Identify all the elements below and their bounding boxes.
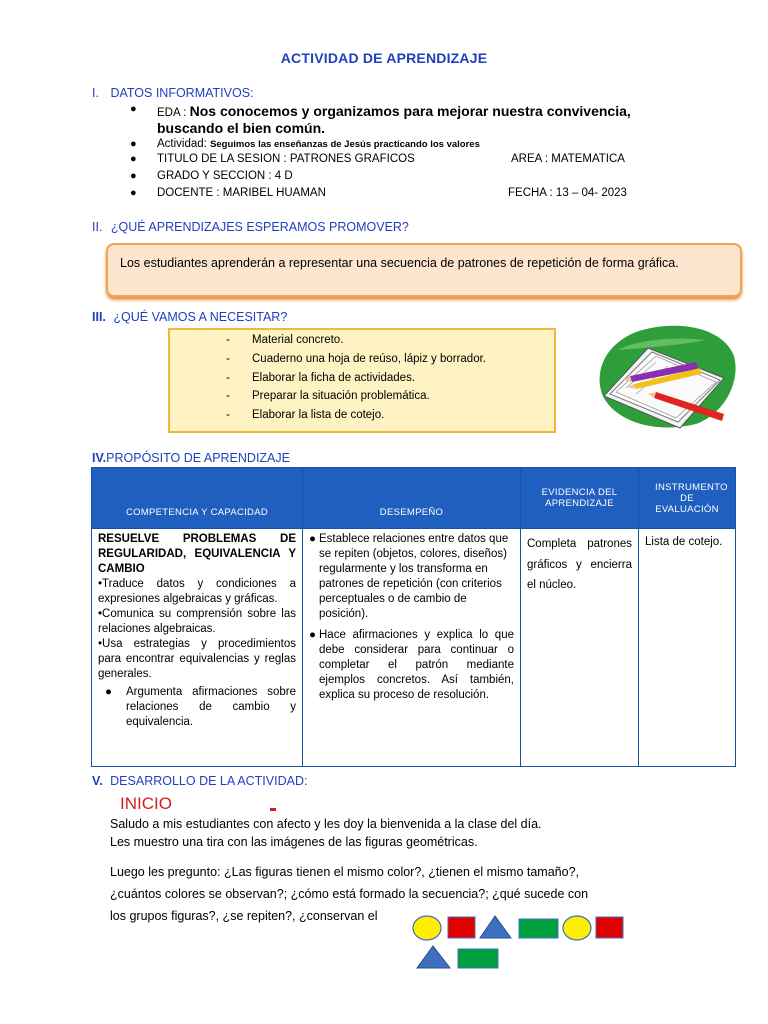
bullet-icon: ●: [309, 533, 316, 545]
desempeno-item: [309, 532, 514, 622]
evidencia-cell: Completa patrones gráficos y encierra el núcleo.: [521, 529, 639, 767]
capacidad-item: •Comunica su comprensión sobre las relaciones algebraicas.: [98, 608, 296, 635]
eda-label: EDA :: [157, 107, 190, 119]
session-title: TITULO DE LA SESION : PATRONES GRAFICOS: [157, 153, 415, 165]
section-1-heading: [92, 86, 254, 100]
paragraph-2-line1: Luego les pregunto: ¿Las figuras tienen el mismo color?, ¿tienen el mismo tamaño?,: [110, 865, 579, 879]
capacidad-item: •Traduce datos y condiciones a expresiones algebraicas y gráficas.: [98, 578, 296, 605]
inicio-heading: INICIO: [120, 794, 172, 813]
desempeno-cell: [303, 529, 521, 767]
red-mark: [270, 808, 276, 811]
instrumento-cell: Lista de cotejo.: [639, 529, 736, 767]
area-label: AREA : MATEMATICA: [511, 153, 625, 165]
red-square-shape: [448, 917, 475, 938]
section-2-numeral: II.: [92, 220, 103, 234]
shapes-sequence: [405, 908, 635, 974]
eda-value-line1: Nos conocemos y organizamos para mejorar nuestra convivencia,: [189, 103, 631, 119]
material-item-label: Cuaderno una hoja de reúso, lápiz y borrador.: [252, 353, 486, 365]
bullet-icon: ●: [130, 138, 137, 150]
bullet-icon: ●: [130, 187, 137, 199]
green-rectangle-shape: [519, 919, 558, 938]
paragraph-1-line2: Les muestro una tira con las imágenes de las figuras geométricas.: [110, 835, 478, 849]
paper-and-pencils-icon: [596, 322, 738, 434]
column-header-evidencia: EVIDENCIA DEL APRENDIZAJE: [521, 468, 639, 529]
section-3-numeral: III.: [92, 310, 106, 324]
desempeno-item: [309, 628, 514, 703]
section-3-heading: [92, 310, 287, 324]
bullet-icon: ●: [130, 153, 137, 165]
capacidad-item: [98, 685, 296, 730]
actividad-value: Seguimos las enseñanzas de Jesús practicando los valores: [210, 139, 480, 150]
column-header-instrumento: INSTRUMENTO DE EVALUACIÓN: [639, 468, 736, 529]
eda-value-line2: buscando el bien común.: [157, 120, 326, 136]
section-2-title: ¿QUÉ APRENDIZAJES ESPERAMOS PROMOVER?: [110, 220, 409, 234]
competencia-title-line1: RESUELVE PROBLEMAS DE: [98, 533, 296, 545]
table-header-row: [92, 468, 736, 529]
document-title: ACTIVIDAD DE APRENDIZAJE: [280, 50, 488, 66]
material-item-label: Preparar la situación problemática.: [252, 390, 430, 402]
section-4-title: PROPÓSITO DE APRENDIZAJE: [106, 451, 290, 465]
competencia-title-line3: CAMBIO: [98, 563, 145, 575]
section-5-title: DESARROLLO DE LA ACTIVIDAD:: [110, 774, 308, 788]
column-header-desempeno: DESEMPEÑO: [303, 468, 521, 529]
section-4-numeral: IV.: [92, 451, 107, 465]
yellow-circle-shape: [563, 916, 591, 940]
blue-triangle-shape: [417, 946, 450, 968]
red-square-shape: [596, 917, 623, 938]
capacidad-item: •Usa estrategias y procedimientos para encontrar equivalencias y reglas generales.: [98, 638, 296, 680]
section-1-title: DATOS INFORMATIVOS:: [110, 86, 254, 100]
bullet-icon: ●: [130, 103, 137, 115]
yellow-circle-shape: [413, 916, 441, 940]
competencia-title-line2: REGULARIDAD, EQUIVALENCIA Y: [98, 548, 296, 560]
table-row: [92, 529, 736, 767]
bullet-icon: ●: [130, 170, 137, 182]
purpose-table: [91, 467, 736, 767]
materials-box: - Material concreto. - Cuaderno una hoja de reúso, lápiz y borrador. - Elaborar la ficha de actividades. - Preparar la situación problemática. - Elaborar la lista de cotejo.: [168, 328, 556, 433]
desempeno-text: Establece relaciones entre datos que se repiten (objetos, colores, diseños) regularmente y los transforma en patrones de repetición (con criterios perceptuales o de cambio de posición).: [319, 533, 509, 620]
paragraph-2-line2: ¿cuántos colores se observan?; ¿cómo está formado la secuencia?; ¿qué sucede con: [110, 887, 589, 901]
section-5-heading: [92, 774, 307, 788]
teacher-name: DOCENTE : MARIBEL HUAMAN: [157, 187, 326, 199]
date-label: FECHA : 13 – 04- 2023: [508, 187, 627, 199]
paragraph-1-line1: Saludo a mis estudiantes con afecto y les doy la bienvenida a la clase del día.: [110, 817, 542, 831]
section-1-numeral: I.: [92, 86, 99, 100]
bullet-icon: ●: [105, 686, 112, 698]
material-item-label: Material concreto.: [252, 334, 344, 346]
section-2-heading: [92, 220, 409, 234]
blue-triangle-shape: [480, 916, 511, 938]
bullet-icon: ●: [309, 629, 316, 641]
actividad-label: Actividad:: [157, 138, 211, 150]
learning-expectation-text: Los estudiantes aprenderán a representar una secuencia de patrones de repetición de forma gráfica.: [120, 256, 679, 270]
material-item-label: Elaborar la ficha de actividades.: [252, 372, 416, 384]
section-3-title: ¿QUÉ VAMOS A NECESITAR?: [113, 310, 288, 324]
learning-expectation-box: [106, 243, 742, 297]
desempeno-text: Hace afirmaciones y explica lo que debe considerar para continuar o completar el patrón mediante ejemplos concretos. Así también, explica su proceso de resolución.: [319, 629, 514, 701]
section-5-numeral: V.: [92, 774, 103, 788]
paragraph-2-line3: los grupos figuras?, ¿se repiten?, ¿conservan el: [110, 909, 378, 923]
grade-section: GRADO Y SECCION : 4 D: [157, 170, 293, 182]
competencia-cell: [92, 529, 303, 767]
section-4-heading: [92, 451, 290, 465]
capacidad-last-text: Argumenta afirmaciones sobre relaciones de cambio y equivalencia.: [126, 686, 296, 728]
column-header-competencia: COMPETENCIA Y CAPACIDAD: [92, 468, 303, 529]
material-item-label: Elaborar la lista de cotejo.: [252, 409, 385, 421]
green-rectangle-shape: [458, 949, 498, 968]
